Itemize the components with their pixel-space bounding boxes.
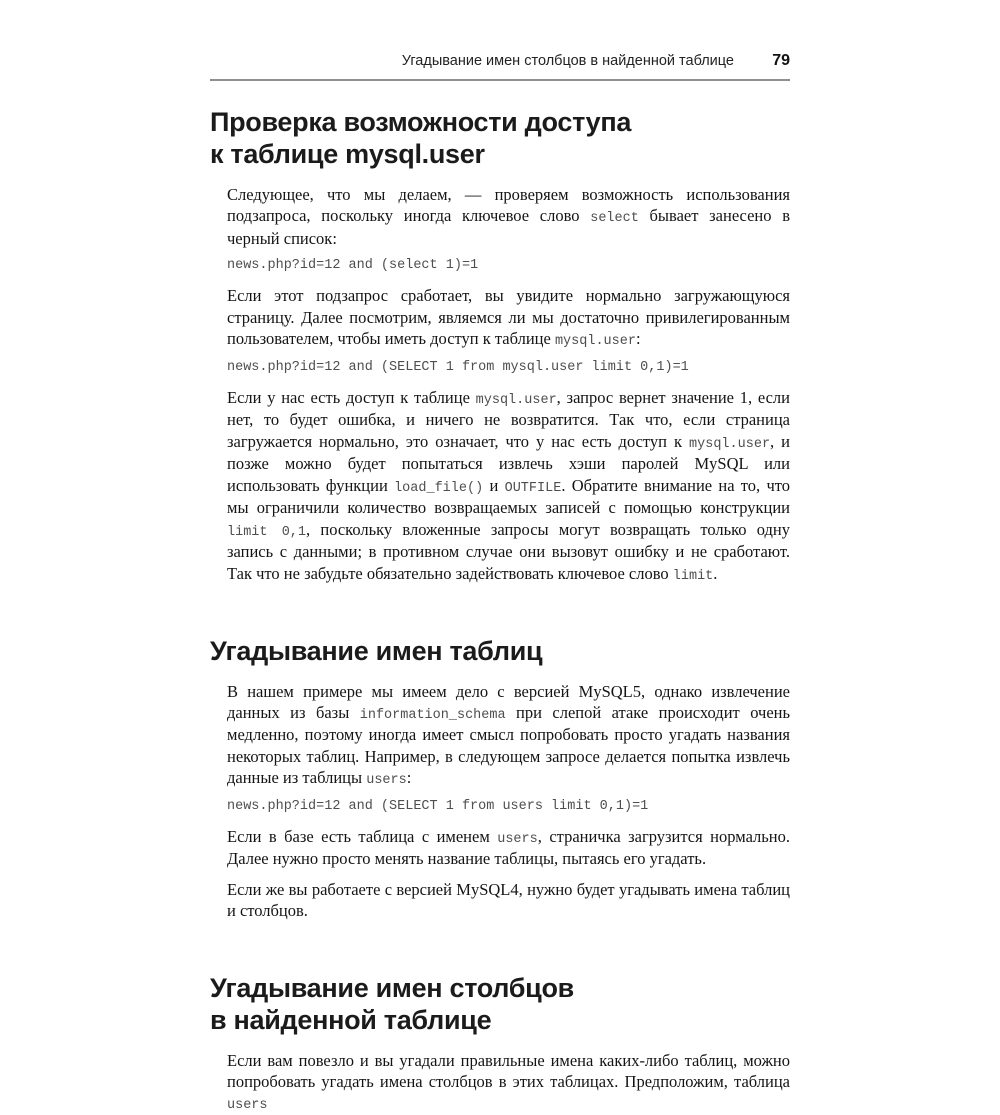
running-head-text: Угадывание имен столбцов в найденной таблице (401, 53, 734, 69)
text-run: , запрос вернет значение 1, если нет, то будет ошибка, и ничего не возвратится. Так что, если страница загружается нормально, это означает, что у нас есть доступ к (227, 387, 790, 451)
text-run: Если этот подзапрос сработает, вы увидите нормально загружающуюся страницу. Далее посмотрим, являемся ли мы достаточно привилегированным пользователем, чтобы иметь доступ к таблице (227, 286, 790, 349)
section-1 (210, 106, 790, 585)
text-run: Следующее, что мы делаем, — проверяем возможность использования подзапроса, поскольку иногда ключевое слово (227, 184, 790, 226)
inline-code: mysql.user (689, 436, 771, 452)
section-heading: Угадывание имен таблиц (210, 636, 543, 667)
inline-code: OUTFILE (504, 480, 562, 496)
inline-code: limit (672, 568, 714, 584)
text-run: : (635, 329, 641, 349)
body-paragraph (227, 879, 790, 922)
text-run: В нашем примере мы имеем дело с версией MySQL5, однако извлечение данных из базы (227, 681, 790, 722)
inline-code: limit 0,1 (227, 524, 307, 540)
inline-code: mysql.user (475, 392, 557, 408)
text-run: бывает занесено в черный список: (227, 206, 790, 248)
text-run: Если у нас есть доступ к таблице (227, 387, 476, 407)
text-run: Если же вы работаете с версией MySQL4, нужно будет угадывать имена таблиц и столбцов. (227, 879, 790, 921)
body-paragraph (227, 184, 790, 249)
code-line: news.php?id=12 and (SELECT 1 from users limit 0,1)=1 (227, 798, 649, 814)
section-body (210, 1050, 790, 1115)
text-run: : (406, 768, 412, 788)
text-run: , страничка загрузится нормально. Далее нужно просто менять название таблицы, пытаясь его угадать. (227, 826, 790, 869)
text-run: Если в базе есть таблица с именем (227, 826, 498, 846)
page-number: 79 (772, 52, 790, 69)
body-paragraph (227, 285, 790, 350)
inline-code: load_file() (394, 480, 484, 496)
body-paragraph (227, 387, 790, 585)
body-paragraph (227, 826, 790, 870)
section-2 (210, 635, 790, 922)
code-line: news.php?id=12 and (select 1)=1 (227, 258, 479, 274)
inline-code: users (366, 773, 407, 789)
inline-code: users (497, 831, 538, 847)
inline-code: users (227, 1098, 268, 1114)
text-run: , поскольку вложенные запросы могут возвращать только одну запись с данными; в противном случае они вызовут ошибку и не сработают. Так что не забудьте обязательно задействовать ключевое слово (227, 519, 791, 583)
text-run: , и позже можно будет попытаться извлечь хэши паролей MySQL или использовать функции (227, 431, 790, 495)
body-paragraph (227, 1050, 790, 1115)
section-body (210, 184, 790, 585)
inline-code: select (590, 211, 639, 227)
inline-code: information_schema (359, 707, 506, 723)
body-paragraph (227, 681, 790, 790)
text-run: . Обратите внимание на то, что мы ограничили количество возвращаемых записей с помощью конструкции (227, 475, 790, 518)
inline-code: mysql.user (554, 334, 636, 350)
section-heading: Проверка возможности доступа к таблице mysql.user (210, 107, 632, 170)
section-heading: Угадывание имен столбцов в найденной таблице (210, 972, 574, 1036)
section-3 (210, 972, 790, 1115)
text-run: Если вам повезло и вы угадали правильные имена каких-либо таблиц, можно попробовать угадать имена столбцов в этих таблицах. Предположим, таблица (227, 1050, 790, 1091)
section-body (210, 681, 790, 922)
code-line: news.php?id=12 and (SELECT 1 from mysql.user limit 0,1)=1 (227, 359, 689, 375)
running-header (210, 52, 790, 81)
text-run: и (483, 475, 505, 495)
page-content (210, 106, 790, 1115)
text-run: . (713, 563, 718, 583)
text-run: при слепой атаке происходит очень медленно, поэтому иногда имеет смысл попробовать просто угадать названия некоторых таблиц. Например, в следующем запросе делается попытка извлечь данные из таблицы (227, 702, 790, 788)
